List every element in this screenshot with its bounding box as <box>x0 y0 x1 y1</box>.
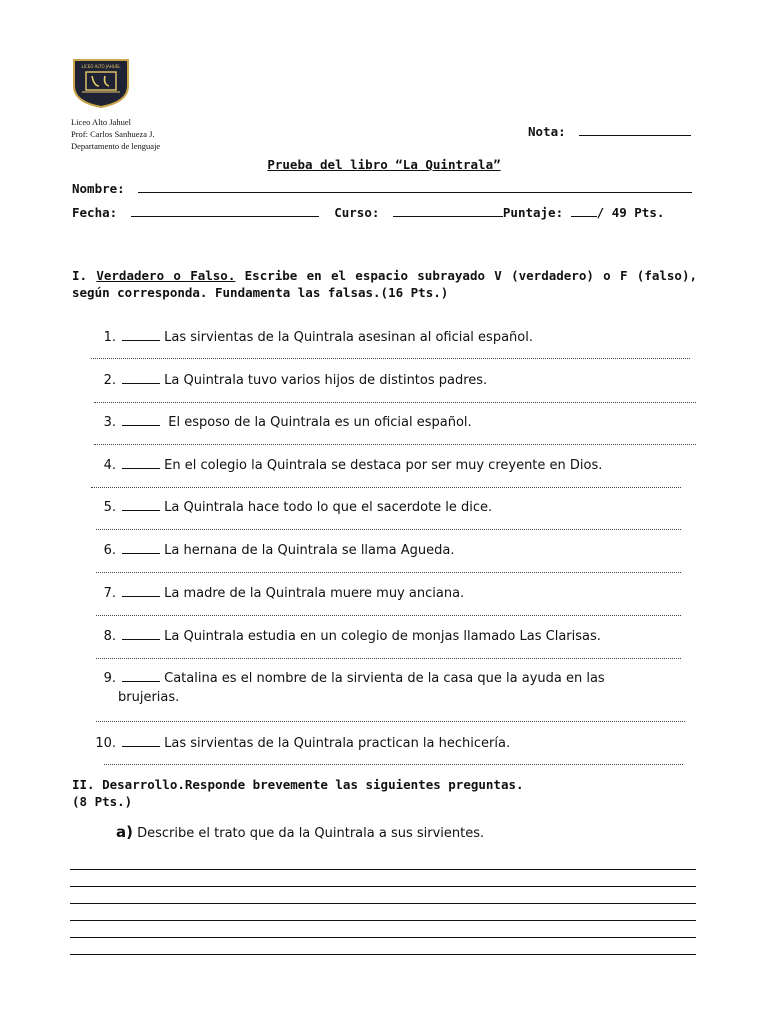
school-logo <box>72 56 130 108</box>
answer-blank[interactable] <box>122 627 160 640</box>
list-item: 7. La madre de la Quintrala muere muy anciana. <box>103 586 465 601</box>
list-item: 10. Las sirvientas de la Quintrala practican la hechicería. <box>95 736 511 751</box>
dotted-line[interactable] <box>104 764 683 765</box>
nombre-label: Nombre: <box>72 181 125 196</box>
curso-blank[interactable] <box>393 216 503 217</box>
list-item: 8. La Quintrala estudia en un colegio de monjas llamado Las Clarisas. <box>103 629 601 644</box>
fecha-blank[interactable] <box>131 216 319 217</box>
svg-text:LICEO ALTO JAHUEL: LICEO ALTO JAHUEL <box>81 64 121 69</box>
question-a <box>116 823 484 841</box>
dotted-line[interactable] <box>91 358 690 359</box>
dotted-line[interactable] <box>91 487 681 488</box>
puntaje-blank[interactable] <box>571 216 597 217</box>
answer-blank[interactable] <box>122 413 160 426</box>
answer-blank[interactable] <box>122 669 160 682</box>
fecha-label: Fecha: <box>72 205 118 220</box>
question-label: a) <box>116 823 133 841</box>
list-item: 5. La Quintrala hace todo lo que el sacerdote le dice. <box>103 500 493 515</box>
list-item: 4. En el colegio la Quintrala se destaca por ser muy creyente en Dios. <box>103 458 603 473</box>
answer-blank[interactable] <box>122 498 160 511</box>
answer-blank[interactable] <box>122 328 160 341</box>
school-info <box>71 116 160 152</box>
dotted-line[interactable] <box>96 529 681 530</box>
nota-label: Nota: <box>528 124 566 139</box>
section2-heading: II. Desarrollo.Responde brevemente las siguientes preguntas. (8 Pts.) <box>72 777 524 809</box>
section1-instructions: I. Verdadero o Falso. Escribe en el espacio subrayado V (verdadero) o F (falso), según corresponda. Fundamenta las falsas.(16 Pts.) <box>72 268 698 300</box>
list-item: 6. La hernana de la Quintrala se llama Agueda. <box>103 543 455 558</box>
answer-blank[interactable] <box>122 371 160 384</box>
nota-blank[interactable] <box>579 135 691 136</box>
question-text: Describe el trato que da la Quintrala a sus sirvientes. <box>137 826 485 841</box>
answer-blank[interactable] <box>122 734 160 747</box>
dotted-line[interactable] <box>96 721 685 722</box>
answer-blank[interactable] <box>122 456 160 469</box>
answer-line[interactable] <box>70 869 696 870</box>
answer-line[interactable] <box>70 886 696 887</box>
school-name: Liceo Alto Jahuel <box>71 117 131 127</box>
teacher-name: Prof: Carlos Sanhueza J. <box>71 129 155 139</box>
nombre-blank[interactable] <box>138 192 692 193</box>
list-item: 9. Catalina es el nombre de la sirvienta de la casa que la ayuda en las <box>103 671 605 686</box>
section1-heading: Verdadero o Falso. <box>96 268 236 283</box>
list-item: 2. La Quintrala tuvo varios hijos de distintos padres. <box>103 373 488 388</box>
dotted-line[interactable] <box>96 658 681 659</box>
dotted-line[interactable] <box>96 615 681 616</box>
fecha-curso-puntaje-row <box>72 205 696 220</box>
curso-label: Curso: <box>334 205 380 220</box>
list-item: 1. Las sirvientas de la Quintrala asesinan al oficial español. <box>103 330 533 345</box>
puntaje-label: Puntaje: <box>502 205 564 220</box>
puntaje-suffix: / 49 Pts. <box>596 205 665 220</box>
department-name: Departamento de lenguaje <box>71 141 161 151</box>
dotted-line[interactable] <box>94 402 696 403</box>
page-title: Prueba del libro “La Quintrala” <box>267 157 501 172</box>
answer-line[interactable] <box>70 920 696 921</box>
nombre-field <box>72 181 692 196</box>
nota-field <box>528 124 691 139</box>
answer-line[interactable] <box>70 954 696 955</box>
answer-blank[interactable] <box>122 541 160 554</box>
section1-text: Escribe en el espacio subrayado V (verdadero) o F (falso), según corresponda. Fundamenta las falsas.(16 Pts.) <box>72 268 698 300</box>
list-item: 3. El esposo de la Quintrala es un oficial español. <box>103 415 472 430</box>
dotted-line[interactable] <box>94 444 696 445</box>
answer-blank[interactable] <box>122 584 160 597</box>
list-item-continuation: brujerias. <box>118 690 180 705</box>
dotted-line[interactable] <box>96 572 681 573</box>
answer-line[interactable] <box>70 937 696 938</box>
answer-line[interactable] <box>70 903 696 904</box>
